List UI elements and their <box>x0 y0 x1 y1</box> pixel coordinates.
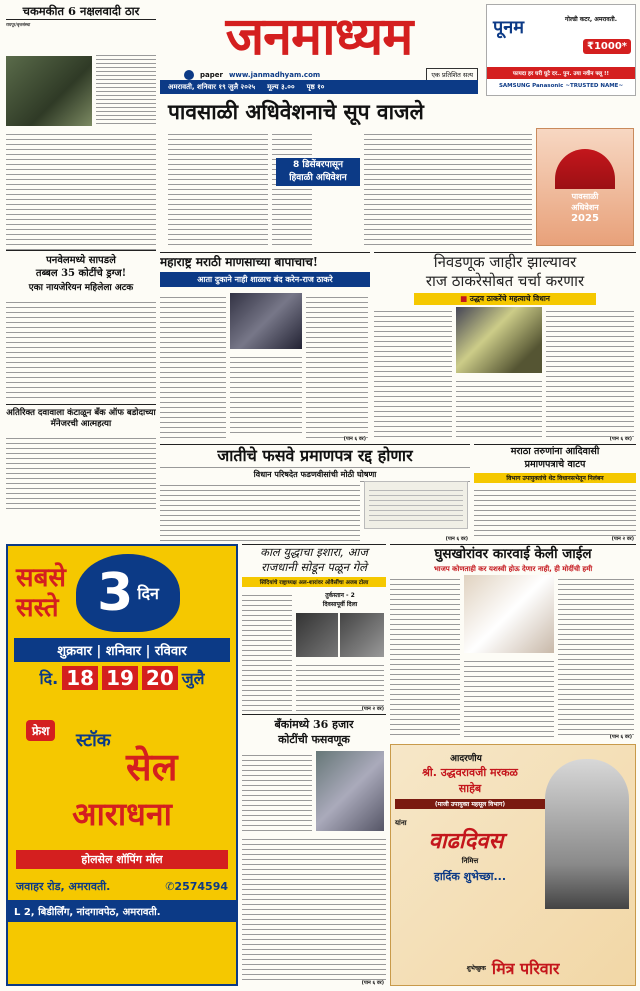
ad-address: गोल्डी कटर, अमरावती. <box>565 16 618 23</box>
lead-body <box>364 130 532 246</box>
greet-from: मित्र परिवार <box>491 959 560 978</box>
thackeray-cont[interactable]: (पान ६ वर) <box>343 436 366 442</box>
greet-occasion-suffix: निमित्त <box>461 857 479 865</box>
election-story <box>374 252 636 442</box>
ad-partners: SAMSUNG Panasonic ~TRUSTED NAME~ <box>498 83 624 89</box>
fresh-label: फ्रेश <box>26 720 55 741</box>
sale-line1: सबसे <box>16 563 66 593</box>
pages-text: पृष्ठ १० <box>306 82 325 91</box>
owaisi-box-line2: दिवसापूर्वी दिला <box>322 601 358 608</box>
bank-cont[interactable]: (पान ६ वर) <box>361 980 384 986</box>
owaisi-headline2[interactable]: राजधानी सोडून पळून गेले <box>261 560 367 574</box>
phone-icon: ✆ <box>165 880 175 893</box>
date-d3: 20 <box>142 666 178 690</box>
caste-headline[interactable]: जातीचे फसवे प्रमाणपत्र रद्द होणार <box>217 446 413 465</box>
modi-photo <box>464 575 554 653</box>
caste-story <box>160 444 470 542</box>
panvel-headline1[interactable]: पनवेलमध्ये सापडले <box>46 255 116 266</box>
greet-name1: श्री. उद्धवरावजी मरकळ <box>422 766 518 779</box>
bank-fraud-story <box>242 714 386 986</box>
story-photo <box>6 56 92 126</box>
thackeray-body <box>306 293 368 439</box>
left-story-panvel <box>6 250 156 400</box>
sale-label: सेल <box>126 745 178 789</box>
logo-line3: 2025 <box>571 213 599 224</box>
logo-line2: अधिवेशन <box>571 203 599 212</box>
sale-top <box>8 546 236 636</box>
left-top-story <box>6 4 156 250</box>
owaisi-photo <box>296 613 338 657</box>
stock-label: स्टॉक <box>76 730 111 751</box>
date-month: जुलै <box>181 669 205 688</box>
caste-body <box>160 481 360 541</box>
shop-branch: L 2, बिडीर्लिंग, नांदगावपेठ, अमरावती. <box>8 900 236 922</box>
shop-address-row <box>16 879 228 894</box>
election-sub-text: उद्धव ठाकरेंचे महत्वाचे विधान <box>469 294 550 303</box>
ad-offer: ₹1000* <box>583 39 631 54</box>
panvel-body <box>6 298 156 398</box>
bank-headline2[interactable]: कोटींची फसवणूक <box>278 733 350 746</box>
sale-words <box>16 563 66 623</box>
lead-body <box>272 130 312 246</box>
caste-certificate-image <box>364 481 468 529</box>
date-bar <box>160 80 478 94</box>
sale-days-badge <box>76 554 180 632</box>
epaper-icon <box>184 70 194 80</box>
shop-phone[interactable] <box>165 880 228 893</box>
greet-wish: हार्दिक शुभेच्छा... <box>433 870 506 883</box>
greet-from-label: शुभेच्छुक <box>466 965 486 972</box>
masthead-title[interactable]: जनमाध्यम <box>225 8 413 67</box>
thackeray-story <box>160 252 370 442</box>
bank-headline1[interactable]: बँकांमध्ये 36 हजार <box>274 718 354 731</box>
story-body <box>6 130 156 250</box>
tribal-cont[interactable]: (पान २ वर) <box>611 536 634 542</box>
modi-body <box>464 657 554 739</box>
fresh-stock-sale <box>16 700 228 850</box>
ad-brand: पूनम <box>493 17 524 38</box>
days-num: 3 <box>97 563 134 623</box>
tribal-story <box>474 444 636 542</box>
days-word: दिन <box>137 584 159 603</box>
bank-body <box>242 835 386 983</box>
greet-top: आदरणीय <box>450 754 482 764</box>
logo-line1: पावसाळी <box>571 192 599 201</box>
shop-name: आराधना <box>72 795 172 833</box>
uddhav-raj-photo <box>456 307 542 373</box>
owaisi-body <box>296 661 384 711</box>
epaper-label: paper <box>200 70 223 79</box>
raj-thackeray-photo <box>230 293 302 349</box>
shop-address: जवाहर रोड, अमरावती. <box>16 880 111 893</box>
owaisi-box-line1: तुर्कस्तान - 2 <box>325 592 355 599</box>
bank-photo <box>316 751 384 831</box>
date-prefix: दि. <box>39 669 59 688</box>
greet-footer <box>391 957 635 979</box>
certificate-lines <box>369 486 463 524</box>
election-body <box>546 307 634 441</box>
tribal-sub: विभाग उपायुक्तांचे थेट विधानसभेतून निलंबन <box>474 473 636 483</box>
story-dateline: रायपूर/वृत्तसंस्था <box>6 22 31 27</box>
thackeray-body <box>230 353 302 433</box>
aaradhana-sale-ad[interactable] <box>6 544 238 986</box>
election-headline1[interactable]: निवडणूक जाहीर झाल्यावर <box>433 253 577 271</box>
modi-headline[interactable]: घुसखोरांवर कारवाई केली जाईल <box>434 546 592 562</box>
caste-sub: विधान परिषदेत फडणवीसांची मोठी घोषणा <box>160 467 470 482</box>
modi-body <box>390 575 460 739</box>
birthday-greeting-ad[interactable] <box>390 744 636 986</box>
owaisi-sub: सिंदियांचे राष्ट्राध्यक्ष अल-शारांवर ओवैसींचा अजब टोला <box>242 577 386 587</box>
story-body <box>96 52 156 124</box>
modi-sub: भाजप कोणताही कर यशस्वी होऊ देणार नाही, ही मोदींची हमी <box>433 565 593 573</box>
greet-occasion: वाढदिवस <box>428 829 504 854</box>
winter-box-line1: 8 डिसेंबरपासून <box>293 160 343 170</box>
greet-name2: साहेब <box>458 782 482 795</box>
owaisi-body <box>242 591 292 711</box>
tribal-headline2[interactable]: प्रमाणपत्राचे वाटप <box>524 459 586 470</box>
vidhan-bhavan-icon <box>555 149 615 189</box>
sharaa-photo <box>340 613 384 657</box>
date-text: अमरावती, शनिवार १९ जुलै २०२५ <box>168 82 256 91</box>
lead-headline[interactable]: पावसाळी अधिवेशनाचे सूप वाजले <box>168 99 424 124</box>
bob-headline[interactable]: अतिरिक्त दवावाला कंटाळून बँक ऑफ बडोदाच्या मॅनेजरची आत्महत्या <box>6 408 156 429</box>
story-headline: चकमकीत 6 नक्षलवादी ठार <box>6 4 156 20</box>
tribal-body <box>474 486 636 538</box>
thackeray-body <box>160 293 226 439</box>
modi-story <box>390 544 636 740</box>
election-body <box>456 377 542 441</box>
greet-role: (माजी उपायुक्त महसूल विभाग) <box>395 799 545 809</box>
lead-winter-box <box>276 158 360 186</box>
sub-bullet-icon: ■ <box>460 294 470 303</box>
tribal-headline1[interactable]: मराठा तरुणांना आदिवासी <box>510 446 600 457</box>
sale-dates <box>8 666 236 690</box>
election-cont[interactable]: (पान ६ वर) <box>609 436 632 442</box>
owaisi-box <box>296 591 384 611</box>
shop-sub: होलसेल शॉपिंग मॉल <box>16 850 228 869</box>
monsoon-session-logo <box>536 128 634 246</box>
owaisi-story <box>242 544 386 712</box>
winter-box-line2: हिवाळी अधिवेशन <box>289 173 347 183</box>
date-d1: 18 <box>62 666 98 690</box>
election-body <box>374 307 452 441</box>
bank-body <box>242 751 312 831</box>
website-link[interactable]: www.janmadhyam.com <box>228 70 321 79</box>
election-sub <box>414 293 596 305</box>
phone-number: 2574594 <box>174 880 228 893</box>
left-story-bob <box>6 404 156 528</box>
sale-line2: सस्ते <box>16 593 59 623</box>
lead-story <box>160 98 636 250</box>
masthead-tagline: एक प्रतिशित सत्य <box>426 68 478 81</box>
top-ad-poonam[interactable] <box>486 4 636 96</box>
bob-body <box>6 434 156 512</box>
honoree-photo <box>545 759 629 909</box>
greet-occasion-prefix: यांना <box>395 819 407 827</box>
date-d2: 19 <box>102 666 138 690</box>
thackeray-sub: आता दुकाने नाही शाळाच बंद करेन-राज ठाकरे <box>160 272 370 287</box>
panvel-sub: एका नायजेरियन महिलेला अटक <box>28 283 134 293</box>
price-text: मूल्य ३.०० <box>267 82 295 91</box>
panvel-headline2[interactable]: तब्बल 35 कोटींचे ड्रग्ज! <box>35 268 127 279</box>
owaisi-cont[interactable]: (पान २ वर) <box>361 706 384 712</box>
lead-body <box>168 130 268 246</box>
modi-body <box>558 575 634 739</box>
caste-cont[interactable]: (पान ६ वर) <box>445 536 468 542</box>
owaisi-headline1[interactable]: काल युद्धाचा इशारा, आज <box>260 545 368 559</box>
election-headline2[interactable]: राज ठाकरेसोबत चर्चा करणार <box>425 272 585 290</box>
thackeray-headline[interactable]: महाराष्ट्र मराठी माणसाच्या बापाचाच! <box>160 255 318 269</box>
ad-footer: फायदा हर घरी घुटे दर.. पुन. उया नवीन फ्लू !! <box>487 67 635 79</box>
sale-days: शुक्रवार | शनिवार | रविवार <box>14 638 230 662</box>
modi-cont[interactable]: (पान ६ वर) <box>609 734 632 740</box>
